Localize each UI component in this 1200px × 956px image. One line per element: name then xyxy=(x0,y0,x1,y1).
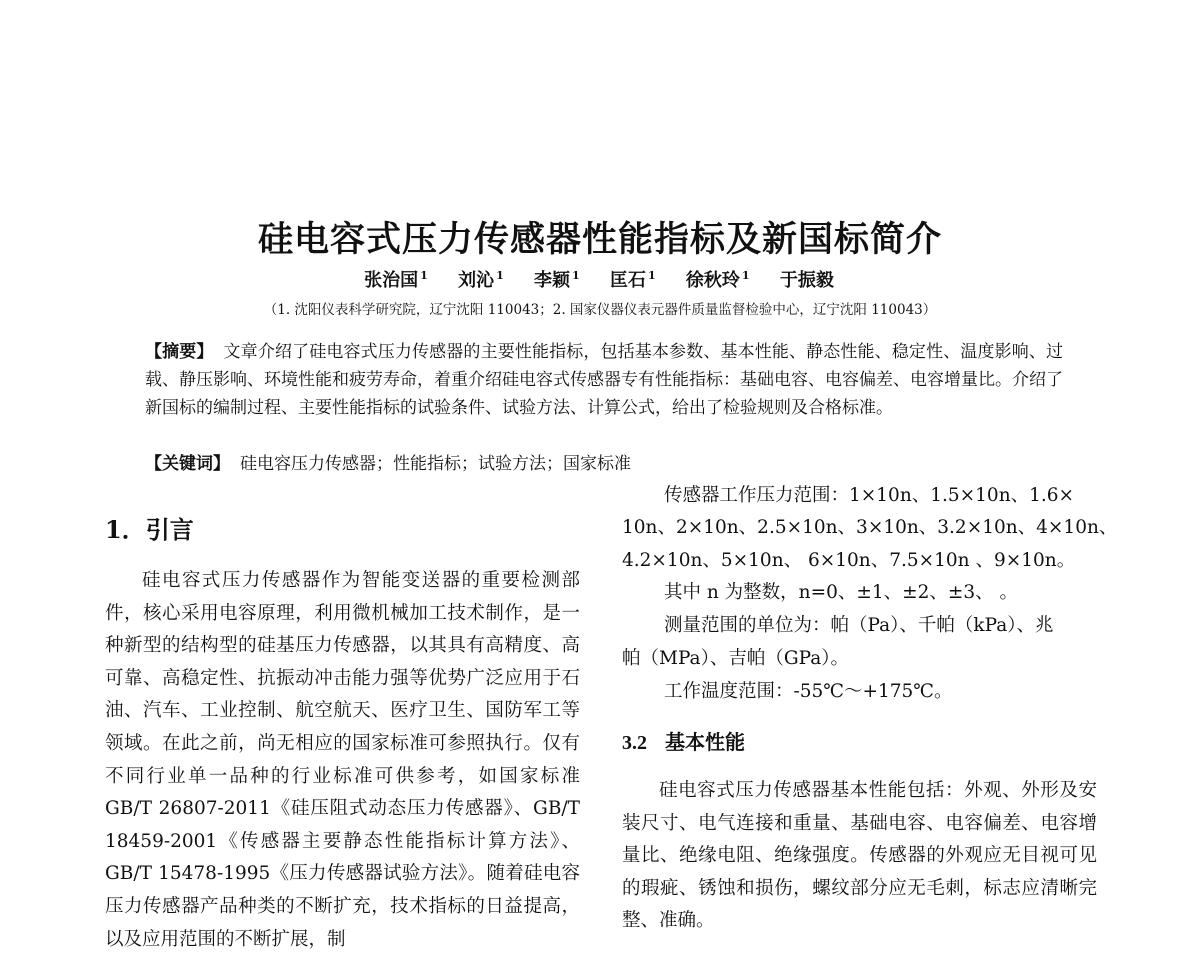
section-heading: 1．引言 xyxy=(105,515,194,544)
affiliations: （1. 沈阳仪表科学研究院，辽宁沈阳 110043；2. 国家仪器仪表元器件质量监督检验中心，辽宁沈阳 110043） xyxy=(263,302,937,318)
author: 匡石 $^1$ xyxy=(609,269,656,291)
keywords-label: 【关键词】 xyxy=(145,454,230,474)
subsection-heading xyxy=(622,726,745,760)
abstract xyxy=(145,338,1063,422)
n-note: 其中 n 为整数，n=0、±1、±2、±3、 。 xyxy=(664,582,1019,603)
paper-title: 硅电容式压力传感器性能指标及新国标简介 xyxy=(257,220,942,260)
intro-paragraph: 硅电容式压力传感器作为智能变送器的重要检测部件，核心采用电容原理，利用微机械加工技术制作，是一种新型的结构型的硅基压力传感器，以其具有高精度、高可靠、高稳定性、抗振动冲击能力强等优势广泛应用于石油、汽车、工业控制、航空航天、医疗卫生、国防军工等领域。在此之前，尚无相应的国家标准可参照执行。仅有不同行业单一品种的行业标准可供参考，如国家标准 GB/T 26807-2011《硅压阻式动态压力传感器》、GB/T 18459-2001《传感器主要静态性能指标计算方法》、GB/T 15478-1995《压力传感器试验方法》。随着硅电容压力传感器产品种类的不断扩充，技术指标的日益提高，以及应用范围的不断扩展，制 xyxy=(105,570,580,950)
range-line: 4.2×10n、5×10n、 6×10n、7.5×10n 、9×10n。 xyxy=(622,550,1076,571)
basic-performance-paragraph: 硅电容式压力传感器基本性能包括：外观、外形及安装尺寸、电气连接和重量、基础电容、电容偏差、电容增量比、绝缘电阻、绝缘强度。传感器的外观应无目视可见的瑕疵、锈蚀和损伤，螺纹部分应无毛刺，标志应清晰完整、准确。 xyxy=(622,780,1097,932)
range-line: 传感器工作压力范围：1×10n、1.5×10n、1.6× xyxy=(664,485,1075,506)
author: 于振毅 xyxy=(779,270,834,291)
range-line: 10n、2×10n、2.5×10n、3×10n、3.2×10n、4×10n、 xyxy=(622,517,1118,538)
author: 张治国 $^1$ xyxy=(364,269,428,291)
author: 李颖 $^1$ xyxy=(534,269,580,291)
author-list xyxy=(0,266,1200,292)
keywords xyxy=(145,450,1063,478)
units-line: 测量范围的单位为：帕（Pa）、千帕（kPa）、兆 xyxy=(664,615,1054,636)
keywords-text: 硅电容压力传感器；性能指标；试验方法；国家标准 xyxy=(240,454,631,474)
subsection-number: 3.2 xyxy=(622,732,647,754)
abstract-label: 【摘要】 xyxy=(145,342,214,362)
temperature-range: 工作温度范围：-55℃～+175℃。 xyxy=(664,681,953,702)
abstract-text: 文章介绍了硅电容式压力传感器的主要性能指标，包括基本参数、基本性能、静态性能、稳定性、温度影响、过载、静压影响、环境性能和疲劳寿命，着重介绍硅电容式传感器专有性能指标：基础电容、电容偏差、电容增量比。介绍了新国标的编制过程、主要性能指标的试验条件、试验方法、计算公式，给出了检验规则及合格标准。 xyxy=(145,342,1064,418)
subsection-title: 基本性能 xyxy=(665,730,745,754)
author: 徐秋玲 $^1$ xyxy=(685,269,750,291)
author: 刘沁 $^1$ xyxy=(458,269,504,291)
units-line: 帕（MPa）、吉帕（GPa）。 xyxy=(622,648,850,669)
